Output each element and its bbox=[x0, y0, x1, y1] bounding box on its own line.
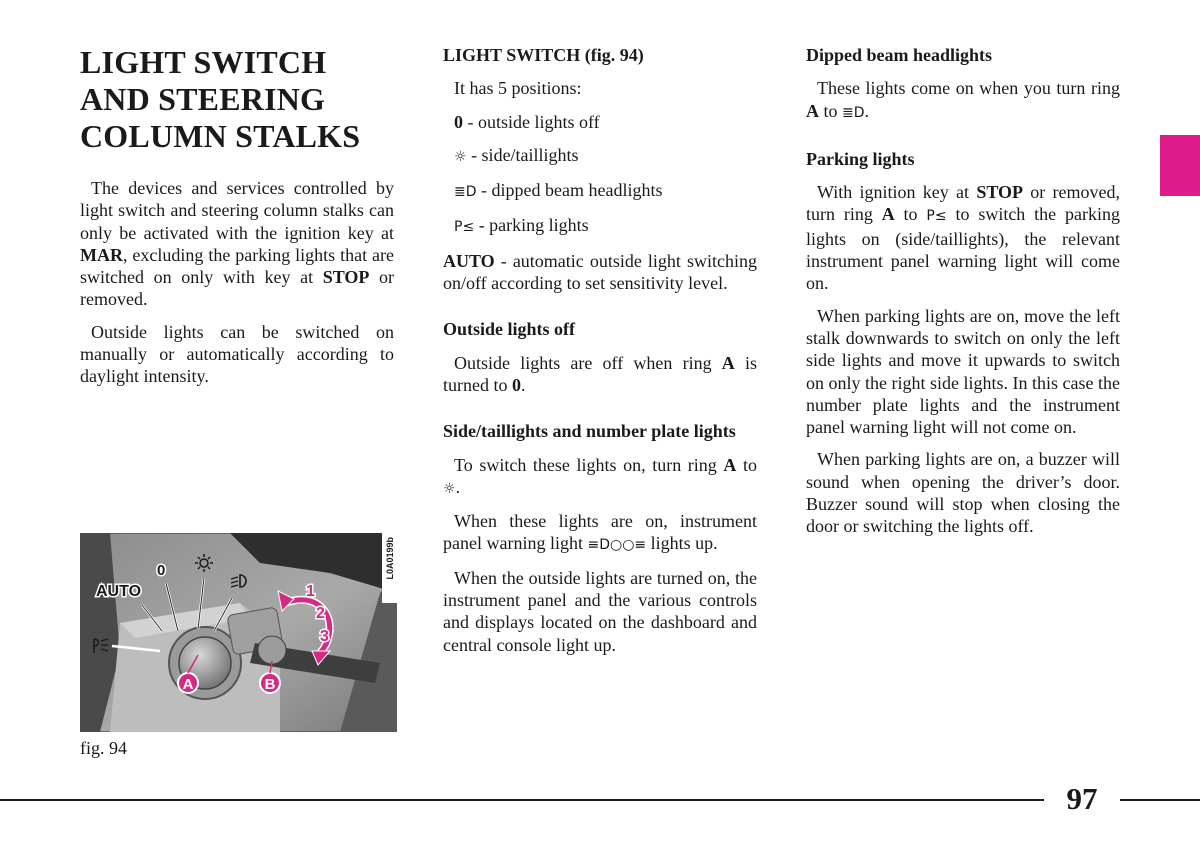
side-switch-paragraph: To switch these lights on, turn ring A to ☼. bbox=[443, 454, 757, 497]
title-line: LIGHT SWITCH bbox=[80, 44, 327, 80]
side-warning-light-icon: ≡D○○≡ bbox=[587, 537, 647, 554]
section-tab-marker bbox=[1160, 135, 1200, 196]
figure-label-2: 2 bbox=[316, 605, 325, 622]
auto-paragraph: AUTO - automatic outside light switching on/off according to set sensitivity level. bbox=[443, 250, 757, 294]
daylight-paragraph: Outside lights can be switched on manually or automatically according to daylight intensity. bbox=[80, 321, 394, 387]
dipped-beam-icon: ≣D bbox=[842, 104, 865, 121]
figure-label-zero: 0 bbox=[157, 562, 166, 579]
figure-caption: fig. 94 bbox=[80, 738, 127, 758]
dipped-beam-heading: Dipped beam headlights bbox=[806, 45, 993, 65]
figure-label-auto: AUTO bbox=[96, 583, 142, 600]
title-line: AND STEERING bbox=[80, 81, 326, 117]
footer-rule-right bbox=[1120, 799, 1200, 801]
column-1 bbox=[80, 44, 394, 398]
warning-light-paragraph: When these lights are on, instrument panel warning light ≡D○○≡ lights up. bbox=[443, 511, 757, 554]
parking-paragraph-3: When parking lights are on, a buzzer will sound when opening the driver’s door. Buzzer sound will stop when closing the door or switching the lights off. bbox=[806, 449, 1120, 537]
position-side: ☼ - side/taillights bbox=[454, 144, 579, 165]
figure-code: L0A0199b bbox=[385, 537, 395, 580]
outside-off-paragraph: Outside lights are off when ring A is turned to 0. bbox=[443, 352, 757, 395]
parking-paragraph-1: With ignition key at STOP or removed, turn ring A to P≤ to switch the parking lights on (side/taillights), the relevant instrument panel warning light will come on. bbox=[806, 182, 1120, 294]
position-parking: P≤ - parking lights bbox=[454, 215, 589, 236]
outside-off-heading: Outside lights off bbox=[443, 319, 576, 340]
parking-light-icon: P≤ bbox=[454, 219, 475, 236]
page-number: 97 bbox=[1066, 781, 1098, 816]
parking-lights-heading: Parking lights bbox=[806, 148, 915, 169]
figure-label-b: B bbox=[264, 676, 276, 693]
sidelight-sun-icon: ☼ bbox=[454, 148, 467, 165]
title-line: COLUMN STALKS bbox=[80, 118, 361, 154]
column-3 bbox=[806, 44, 1120, 548]
parking-paragraph-2: When parking lights are on, move the left stalk downwards to switch on only the left side lights and move it upwards to switch on only the right side lights. In this case the number plate lights and the instrument panel warning light will not come on. bbox=[806, 305, 1120, 438]
figure-94-light-switch-photo bbox=[80, 533, 397, 732]
intro-paragraph: The devices and services controlled by light switch and steering column stalks can only be activated with the ignition key at MAR, excluding the parking lights that are switched on only with key at STOP or removed. bbox=[80, 178, 395, 310]
side-taillights-heading: Side/taillights and number plate lights bbox=[443, 421, 736, 442]
figure-label-1: 1 bbox=[306, 583, 315, 600]
light-switch-heading: LIGHT SWITCH (fig. 94) bbox=[443, 45, 644, 65]
positions-intro: It has 5 positions: bbox=[454, 78, 582, 99]
position-dipped: ≣D - dipped beam headlights bbox=[454, 180, 663, 201]
dipped-beam-icon: ≣D bbox=[454, 184, 477, 201]
dashboard-lights-paragraph: When the outside lights are turned on, the instrument panel and the various controls and displays located on the dashboard and central console light up. bbox=[443, 567, 757, 655]
sidelight-sun-icon: ☼ bbox=[443, 480, 456, 497]
position-off: 0 - outside lights off bbox=[454, 111, 600, 132]
footer-rule-left bbox=[0, 799, 1044, 801]
parking-light-icon: P≤ bbox=[926, 208, 947, 225]
figure-label-a: A bbox=[182, 676, 194, 693]
column-2 bbox=[443, 44, 757, 666]
dipped-beam-paragraph: These lights come on when you turn ring A to ≣D. bbox=[806, 78, 1120, 121]
figure-label-3: 3 bbox=[320, 628, 329, 645]
page-title bbox=[80, 44, 394, 155]
